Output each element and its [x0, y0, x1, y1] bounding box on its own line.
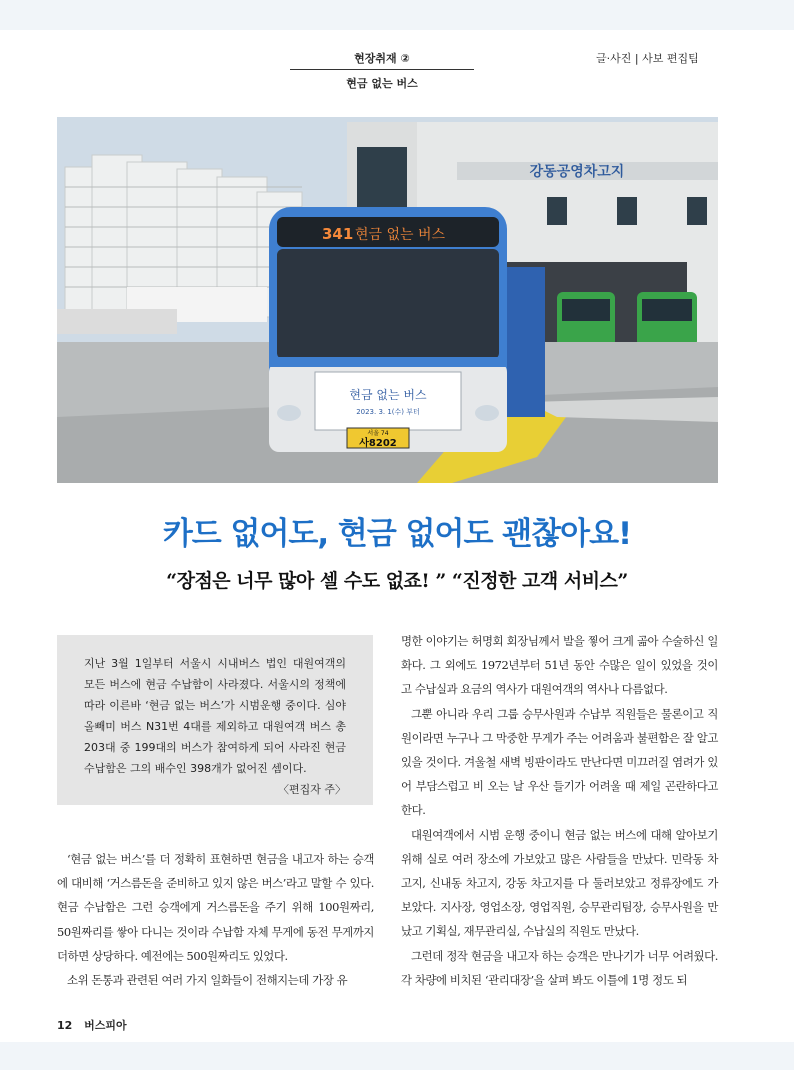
bus-display-route: 341	[322, 225, 354, 243]
plate-region: 서울 74	[367, 430, 389, 437]
bottom-band	[0, 1042, 794, 1070]
bus-photo	[57, 117, 718, 483]
body-paragraph: ‘현금 없는 버스’를 더 정확히 표현하면 현금을 내고자 하는 승객에 대비해 ‘거스름돈을 준비하고 있지 않은 버스’라고 말할 수 있다. 현금 수납함은 그런 승객에게 거스름돈을 주기 위해 100원짜리, 50원짜리를 쌓아 다니는 것이라 수납함 자체 무게에 동전 무게까지 더하면 상당하다. 예전에는 500원짜리도 있었다.	[57, 852, 374, 963]
body-paragraph: 그뿐 아니라 우리 그룹 승무사원과 수납부 직원들은 물론이고 직원이라면 누구나 그 막중한 무게가 주는 어려움과 불편함은 잘 알고 있을 것이다. 겨울철 새벽 빙판이라도 만난다면 미끄러질 염려가 있어 부담스럽고 비 오는 날 우산 들기가 어려울 때 제일 곤란하다고 한다.	[401, 706, 718, 818]
photo-credit: 글·사진 | 사보 편집팀	[596, 52, 699, 65]
page-footer	[57, 1017, 135, 1033]
top-band	[0, 0, 794, 30]
body-paragraph: 소위 돈통과 관련된 여러 가지 일화들이 전해지는데 가장 유	[67, 973, 348, 988]
body-paragraph: 그런데 정작 현금을 내고자 하는 승객은 만나기가 너무 어려웠다. 각 차량에 비치된 ‘관리대장’을 살펴 봐도 이틀에 1명 정도 되	[401, 948, 718, 987]
body-column-left	[57, 847, 374, 992]
article-headline: 카드 없어도, 현금 없어도 괜찮아요!	[162, 516, 632, 552]
bus-display-text: 현금 없는 버스	[355, 227, 446, 243]
article-subheadline: “장점은 너무 많아 셀 수도 없죠! ” “진정한 고객 서비스”	[166, 570, 628, 592]
placard-date: 2023. 3. 1(수) 부터	[356, 408, 420, 416]
editor-note-text: 지난 3월 1일부터 서울시 시내버스 법인 대원여객의 모든 버스에 현금 수납함이 사라졌다. 서울시의 정책에 따라 이른바 ‘현금 없는 버스’가 시범운행 중이다. 심야 올빼미 버스 N31번 4대를 제외하고 대원여객 버스 총 203대 중 199대의 버스가 참여하게 되어 사라진 현금 수납함은 그의 배수인 398개가 없어진 셈이다.	[84, 657, 346, 775]
page-header	[0, 30, 794, 110]
placard-title: 현금 없는 버스	[349, 388, 427, 402]
body-paragraph: 명한 이야기는 허명회 회장님께서 발을 찧어 크게 곪아 수술하신 일화다. 그 외에도 1972년부터 51년 동안 수많은 일이 있었을 것이고 수납실과 요금의 역사가 대원여객의 역사나 다름없다.	[401, 634, 718, 697]
section-label: 현장취재 ②	[354, 52, 410, 65]
section-divider	[290, 69, 474, 70]
bus-photo-illustration	[57, 117, 718, 483]
body-column-right	[401, 629, 718, 992]
page-number: 12	[57, 1019, 73, 1032]
editor-note-box	[57, 635, 373, 805]
garage-sign: 강동공영차고지	[529, 164, 625, 180]
magazine-name: 버스피아	[84, 1019, 127, 1032]
body-paragraph: 대원여객에서 시범 운행 중이니 현금 없는 버스에 대해 알아보기 위해 실로 여러 장소에 가보았고 많은 사람들을 만났다. 민락동 차고지, 신내동 차고지, 강동 차고지를 다 둘러보았고 정류장에도 가보았다. 지사장, 영업소장, 영업직원, 승무관리팀장, 승무사원을 만났고 기획실, 재무관리실, 수납실의 직원도 만났다.	[401, 827, 718, 939]
plate-number: 사8202	[359, 438, 397, 449]
section-title: 현금 없는 버스	[346, 77, 418, 90]
editor-note-attribution: 〈편집자 주〉	[277, 783, 346, 796]
editor-note	[84, 653, 346, 800]
